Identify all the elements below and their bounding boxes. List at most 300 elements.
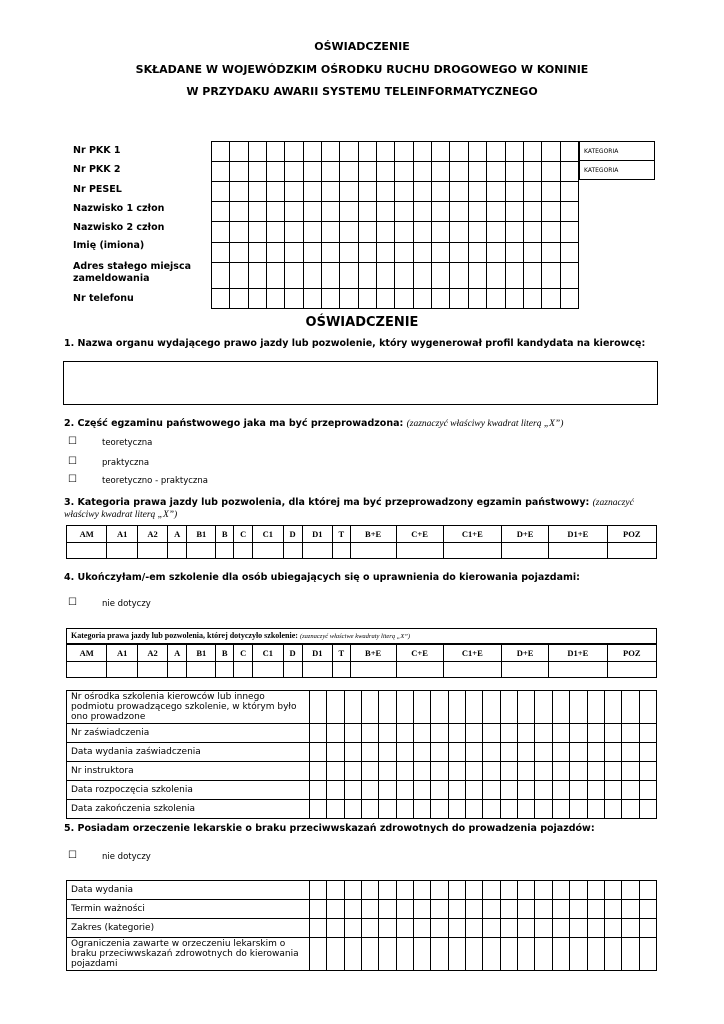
char-box[interactable]: [414, 919, 431, 938]
char-box[interactable]: [518, 919, 535, 938]
char-box[interactable]: [570, 938, 587, 971]
char-box[interactable]: [518, 800, 535, 819]
char-box[interactable]: [344, 724, 361, 743]
char-box[interactable]: [285, 202, 303, 222]
category-checkbox[interactable]: [607, 543, 656, 559]
category-checkbox[interactable]: [549, 543, 607, 559]
char-box[interactable]: [560, 288, 578, 308]
char-box[interactable]: [487, 182, 505, 202]
char-box[interactable]: [570, 919, 587, 938]
char-box[interactable]: [396, 724, 413, 743]
char-box[interactable]: [622, 919, 639, 938]
char-box[interactable]: [377, 182, 395, 202]
char-box[interactable]: [570, 900, 587, 919]
char-box[interactable]: [535, 800, 552, 819]
char-box[interactable]: [450, 202, 468, 222]
category-checkbox[interactable]: [396, 543, 443, 559]
char-box[interactable]: [448, 881, 465, 900]
char-box[interactable]: [450, 288, 468, 308]
char-box[interactable]: [379, 919, 396, 938]
char-box[interactable]: [377, 222, 395, 242]
char-box[interactable]: [327, 938, 344, 971]
char-box[interactable]: [500, 900, 517, 919]
char-box[interactable]: [248, 288, 266, 308]
char-box[interactable]: [310, 919, 327, 938]
category-checkbox[interactable]: [67, 543, 107, 559]
char-box[interactable]: [413, 222, 431, 242]
char-box[interactable]: [500, 781, 517, 800]
char-box[interactable]: [248, 242, 266, 262]
char-box[interactable]: [414, 938, 431, 971]
char-box[interactable]: [518, 938, 535, 971]
char-box[interactable]: [448, 781, 465, 800]
category-checkbox[interactable]: [168, 543, 187, 559]
char-box[interactable]: [639, 691, 656, 724]
char-box[interactable]: [483, 881, 500, 900]
char-box[interactable]: [604, 743, 621, 762]
category-checkbox[interactable]: [396, 662, 443, 678]
char-box[interactable]: [379, 724, 396, 743]
char-box[interactable]: [379, 800, 396, 819]
char-box[interactable]: [358, 262, 376, 288]
char-box[interactable]: [587, 919, 604, 938]
char-box[interactable]: [431, 800, 448, 819]
char-box[interactable]: [450, 182, 468, 202]
char-box[interactable]: [448, 900, 465, 919]
char-box[interactable]: [327, 691, 344, 724]
char-box[interactable]: [344, 881, 361, 900]
char-box[interactable]: [396, 691, 413, 724]
char-box[interactable]: [362, 919, 379, 938]
char-box[interactable]: [570, 781, 587, 800]
char-box[interactable]: [639, 919, 656, 938]
char-box[interactable]: [431, 938, 448, 971]
char-box[interactable]: [535, 724, 552, 743]
char-box[interactable]: [487, 262, 505, 288]
char-box[interactable]: [639, 938, 656, 971]
category-checkbox[interactable]: [549, 662, 607, 678]
char-box[interactable]: [212, 162, 230, 182]
char-box[interactable]: [468, 142, 486, 162]
char-box[interactable]: [639, 781, 656, 800]
char-box[interactable]: [483, 724, 500, 743]
char-box[interactable]: [377, 162, 395, 182]
char-box[interactable]: [542, 162, 560, 182]
char-box[interactable]: [310, 724, 327, 743]
char-box[interactable]: [362, 781, 379, 800]
char-box[interactable]: [487, 222, 505, 242]
char-box[interactable]: [552, 762, 569, 781]
char-box[interactable]: [340, 222, 358, 242]
char-box[interactable]: [450, 242, 468, 262]
char-box[interactable]: [466, 691, 483, 724]
char-box[interactable]: [414, 881, 431, 900]
char-box[interactable]: [483, 691, 500, 724]
char-box[interactable]: [500, 938, 517, 971]
char-box[interactable]: [450, 222, 468, 242]
char-box[interactable]: [466, 781, 483, 800]
char-box[interactable]: [639, 743, 656, 762]
char-box[interactable]: [413, 288, 431, 308]
char-box[interactable]: [466, 881, 483, 900]
char-box[interactable]: [500, 800, 517, 819]
char-box[interactable]: [377, 142, 395, 162]
char-box[interactable]: [500, 724, 517, 743]
category-table-exam[interactable]: [66, 525, 657, 559]
char-box[interactable]: [466, 900, 483, 919]
char-box[interactable]: [362, 724, 379, 743]
char-box[interactable]: [395, 202, 413, 222]
char-box[interactable]: [448, 762, 465, 781]
char-box[interactable]: [432, 262, 450, 288]
char-box[interactable]: [542, 242, 560, 262]
category-checkbox[interactable]: [137, 543, 167, 559]
char-box[interactable]: [285, 242, 303, 262]
char-box[interactable]: [570, 724, 587, 743]
char-box[interactable]: [560, 202, 578, 222]
category-checkbox[interactable]: [607, 662, 656, 678]
category-checkbox[interactable]: [350, 662, 396, 678]
char-box[interactable]: [448, 800, 465, 819]
category-checkbox[interactable]: [502, 543, 549, 559]
category-checkbox[interactable]: [234, 662, 253, 678]
char-box[interactable]: [587, 691, 604, 724]
char-box[interactable]: [310, 781, 327, 800]
char-box[interactable]: [542, 182, 560, 202]
char-box[interactable]: [552, 800, 569, 819]
char-box[interactable]: [413, 162, 431, 182]
char-box[interactable]: [358, 288, 376, 308]
char-box[interactable]: [523, 182, 541, 202]
char-box[interactable]: [466, 919, 483, 938]
char-box[interactable]: [523, 222, 541, 242]
char-box[interactable]: [483, 800, 500, 819]
char-box[interactable]: [303, 222, 321, 242]
char-box[interactable]: [604, 919, 621, 938]
char-box[interactable]: [248, 162, 266, 182]
category-checkbox[interactable]: [283, 543, 302, 559]
char-box[interactable]: [285, 142, 303, 162]
category-checkbox[interactable]: [283, 662, 302, 678]
char-box[interactable]: [358, 202, 376, 222]
char-box[interactable]: [395, 262, 413, 288]
char-box[interactable]: [535, 743, 552, 762]
char-box[interactable]: [327, 919, 344, 938]
char-box[interactable]: [267, 162, 285, 182]
char-box[interactable]: [212, 288, 230, 308]
char-box[interactable]: [535, 762, 552, 781]
char-box[interactable]: [379, 743, 396, 762]
char-box[interactable]: [377, 242, 395, 262]
char-box[interactable]: [587, 938, 604, 971]
char-box[interactable]: [395, 288, 413, 308]
category-checkbox[interactable]: [332, 543, 350, 559]
char-box[interactable]: [523, 142, 541, 162]
char-box[interactable]: [468, 202, 486, 222]
category-checkbox[interactable]: [187, 543, 216, 559]
char-box[interactable]: [413, 242, 431, 262]
char-box[interactable]: [340, 142, 358, 162]
char-box[interactable]: [413, 182, 431, 202]
char-box[interactable]: [248, 142, 266, 162]
char-box[interactable]: [340, 242, 358, 262]
char-box[interactable]: [344, 743, 361, 762]
char-box[interactable]: [358, 242, 376, 262]
char-box[interactable]: [344, 781, 361, 800]
char-box[interactable]: [310, 900, 327, 919]
char-box[interactable]: [344, 938, 361, 971]
char-box[interactable]: [639, 800, 656, 819]
char-box[interactable]: [431, 900, 448, 919]
char-box[interactable]: [518, 900, 535, 919]
char-box[interactable]: [285, 222, 303, 242]
char-box[interactable]: [448, 938, 465, 971]
char-box[interactable]: [487, 288, 505, 308]
char-box[interactable]: [344, 762, 361, 781]
char-box[interactable]: [230, 202, 248, 222]
char-box[interactable]: [587, 743, 604, 762]
char-box[interactable]: [604, 724, 621, 743]
category-checkbox[interactable]: [302, 662, 332, 678]
char-box[interactable]: [570, 762, 587, 781]
char-box[interactable]: [303, 262, 321, 288]
char-box[interactable]: [518, 881, 535, 900]
char-box[interactable]: [230, 142, 248, 162]
char-box[interactable]: [523, 242, 541, 262]
char-box[interactable]: [448, 919, 465, 938]
char-box[interactable]: [212, 182, 230, 202]
char-box[interactable]: [487, 142, 505, 162]
char-box[interactable]: [432, 182, 450, 202]
char-box[interactable]: [303, 288, 321, 308]
char-box[interactable]: [310, 691, 327, 724]
category-checkbox[interactable]: [216, 662, 234, 678]
char-box[interactable]: [431, 781, 448, 800]
char-box[interactable]: [379, 691, 396, 724]
char-box[interactable]: [340, 288, 358, 308]
char-box[interactable]: [523, 162, 541, 182]
char-box[interactable]: [358, 162, 376, 182]
char-box[interactable]: [542, 142, 560, 162]
char-box[interactable]: [542, 262, 560, 288]
char-box[interactable]: [622, 800, 639, 819]
char-box[interactable]: [468, 262, 486, 288]
char-box[interactable]: [379, 762, 396, 781]
char-box[interactable]: [518, 724, 535, 743]
char-box[interactable]: [535, 691, 552, 724]
char-box[interactable]: [542, 222, 560, 242]
char-box[interactable]: [468, 242, 486, 262]
char-box[interactable]: [560, 242, 578, 262]
char-box[interactable]: [466, 762, 483, 781]
char-box[interactable]: [327, 743, 344, 762]
char-box[interactable]: [560, 142, 578, 162]
char-box[interactable]: [310, 743, 327, 762]
char-box[interactable]: [379, 938, 396, 971]
char-box[interactable]: [518, 781, 535, 800]
category-checkbox[interactable]: [168, 662, 187, 678]
char-box[interactable]: [523, 202, 541, 222]
char-box[interactable]: [587, 900, 604, 919]
char-box[interactable]: [310, 938, 327, 971]
category-checkbox[interactable]: [67, 662, 107, 678]
category-checkbox[interactable]: [187, 662, 216, 678]
char-box[interactable]: [505, 242, 523, 262]
char-box[interactable]: [487, 242, 505, 262]
char-box[interactable]: [379, 900, 396, 919]
char-box[interactable]: [340, 162, 358, 182]
char-box[interactable]: [322, 142, 340, 162]
char-box[interactable]: [267, 262, 285, 288]
char-box[interactable]: [396, 900, 413, 919]
char-box[interactable]: [322, 242, 340, 262]
medical-details-table[interactable]: [66, 880, 657, 971]
char-box[interactable]: [622, 900, 639, 919]
char-box[interactable]: [505, 182, 523, 202]
char-box[interactable]: [432, 242, 450, 262]
char-box[interactable]: [483, 938, 500, 971]
char-box[interactable]: [396, 938, 413, 971]
char-box[interactable]: [327, 881, 344, 900]
char-box[interactable]: [505, 262, 523, 288]
category-checkbox[interactable]: [443, 543, 501, 559]
char-box[interactable]: [267, 142, 285, 162]
char-box[interactable]: [303, 242, 321, 262]
char-box[interactable]: [396, 881, 413, 900]
char-box[interactable]: [552, 781, 569, 800]
char-box[interactable]: [448, 743, 465, 762]
char-box[interactable]: [505, 222, 523, 242]
char-box[interactable]: [552, 743, 569, 762]
char-box[interactable]: [622, 724, 639, 743]
char-box[interactable]: [448, 724, 465, 743]
checkbox-training-na[interactable]: ☐: [68, 597, 77, 608]
char-box[interactable]: [322, 222, 340, 242]
char-box[interactable]: [535, 919, 552, 938]
char-box[interactable]: [414, 781, 431, 800]
char-box[interactable]: [468, 162, 486, 182]
char-box[interactable]: [377, 288, 395, 308]
char-box[interactable]: [535, 881, 552, 900]
char-box[interactable]: [413, 142, 431, 162]
char-box[interactable]: [414, 724, 431, 743]
char-box[interactable]: [230, 242, 248, 262]
char-box[interactable]: [500, 919, 517, 938]
char-box[interactable]: [322, 288, 340, 308]
char-box[interactable]: [230, 288, 248, 308]
checkbox-theory[interactable]: ☐: [68, 436, 77, 447]
char-box[interactable]: [468, 222, 486, 242]
char-box[interactable]: [396, 781, 413, 800]
char-box[interactable]: [327, 781, 344, 800]
char-box[interactable]: [230, 162, 248, 182]
char-box[interactable]: [379, 881, 396, 900]
char-box[interactable]: [431, 919, 448, 938]
char-box[interactable]: [552, 938, 569, 971]
char-box[interactable]: [344, 691, 361, 724]
char-box[interactable]: [639, 900, 656, 919]
char-box[interactable]: [448, 691, 465, 724]
char-box[interactable]: [303, 202, 321, 222]
char-box[interactable]: [535, 938, 552, 971]
category-checkbox[interactable]: [234, 543, 253, 559]
char-box[interactable]: [303, 162, 321, 182]
personal-data-grid[interactable]: [211, 141, 579, 309]
char-box[interactable]: [587, 724, 604, 743]
char-box[interactable]: [310, 881, 327, 900]
char-box[interactable]: [414, 800, 431, 819]
category-checkbox[interactable]: [350, 543, 396, 559]
char-box[interactable]: [639, 724, 656, 743]
char-box[interactable]: [322, 182, 340, 202]
char-box[interactable]: [414, 743, 431, 762]
char-box[interactable]: [395, 182, 413, 202]
char-box[interactable]: [322, 162, 340, 182]
char-box[interactable]: [432, 288, 450, 308]
char-box[interactable]: [285, 182, 303, 202]
char-box[interactable]: [570, 743, 587, 762]
char-box[interactable]: [431, 881, 448, 900]
char-box[interactable]: [230, 222, 248, 242]
char-box[interactable]: [466, 724, 483, 743]
char-box[interactable]: [450, 142, 468, 162]
char-box[interactable]: [212, 222, 230, 242]
char-box[interactable]: [358, 142, 376, 162]
char-box[interactable]: [450, 262, 468, 288]
char-box[interactable]: [552, 691, 569, 724]
char-box[interactable]: [414, 691, 431, 724]
char-box[interactable]: [483, 743, 500, 762]
char-box[interactable]: [230, 182, 248, 202]
char-box[interactable]: [431, 743, 448, 762]
char-box[interactable]: [267, 222, 285, 242]
char-box[interactable]: [622, 743, 639, 762]
char-box[interactable]: [505, 202, 523, 222]
category-checkbox[interactable]: [302, 543, 332, 559]
char-box[interactable]: [340, 262, 358, 288]
char-box[interactable]: [587, 881, 604, 900]
char-box[interactable]: [212, 262, 230, 288]
char-box[interactable]: [248, 222, 266, 242]
char-box[interactable]: [535, 781, 552, 800]
char-box[interactable]: [431, 724, 448, 743]
char-box[interactable]: [414, 762, 431, 781]
char-box[interactable]: [487, 162, 505, 182]
char-box[interactable]: [468, 288, 486, 308]
checkbox-practical[interactable]: ☐: [68, 456, 77, 467]
char-box[interactable]: [362, 938, 379, 971]
char-box[interactable]: [395, 162, 413, 182]
char-box[interactable]: [518, 762, 535, 781]
category-checkbox[interactable]: [253, 662, 283, 678]
char-box[interactable]: [639, 762, 656, 781]
char-box[interactable]: [466, 938, 483, 971]
char-box[interactable]: [327, 800, 344, 819]
char-box[interactable]: [344, 900, 361, 919]
char-box[interactable]: [542, 202, 560, 222]
char-box[interactable]: [322, 202, 340, 222]
char-box[interactable]: [560, 162, 578, 182]
char-box[interactable]: [396, 762, 413, 781]
char-box[interactable]: [604, 781, 621, 800]
char-box[interactable]: [622, 938, 639, 971]
char-box[interactable]: [212, 202, 230, 222]
char-box[interactable]: [523, 262, 541, 288]
char-box[interactable]: [267, 202, 285, 222]
char-box[interactable]: [450, 162, 468, 182]
category-checkbox[interactable]: [137, 662, 167, 678]
char-box[interactable]: [505, 288, 523, 308]
